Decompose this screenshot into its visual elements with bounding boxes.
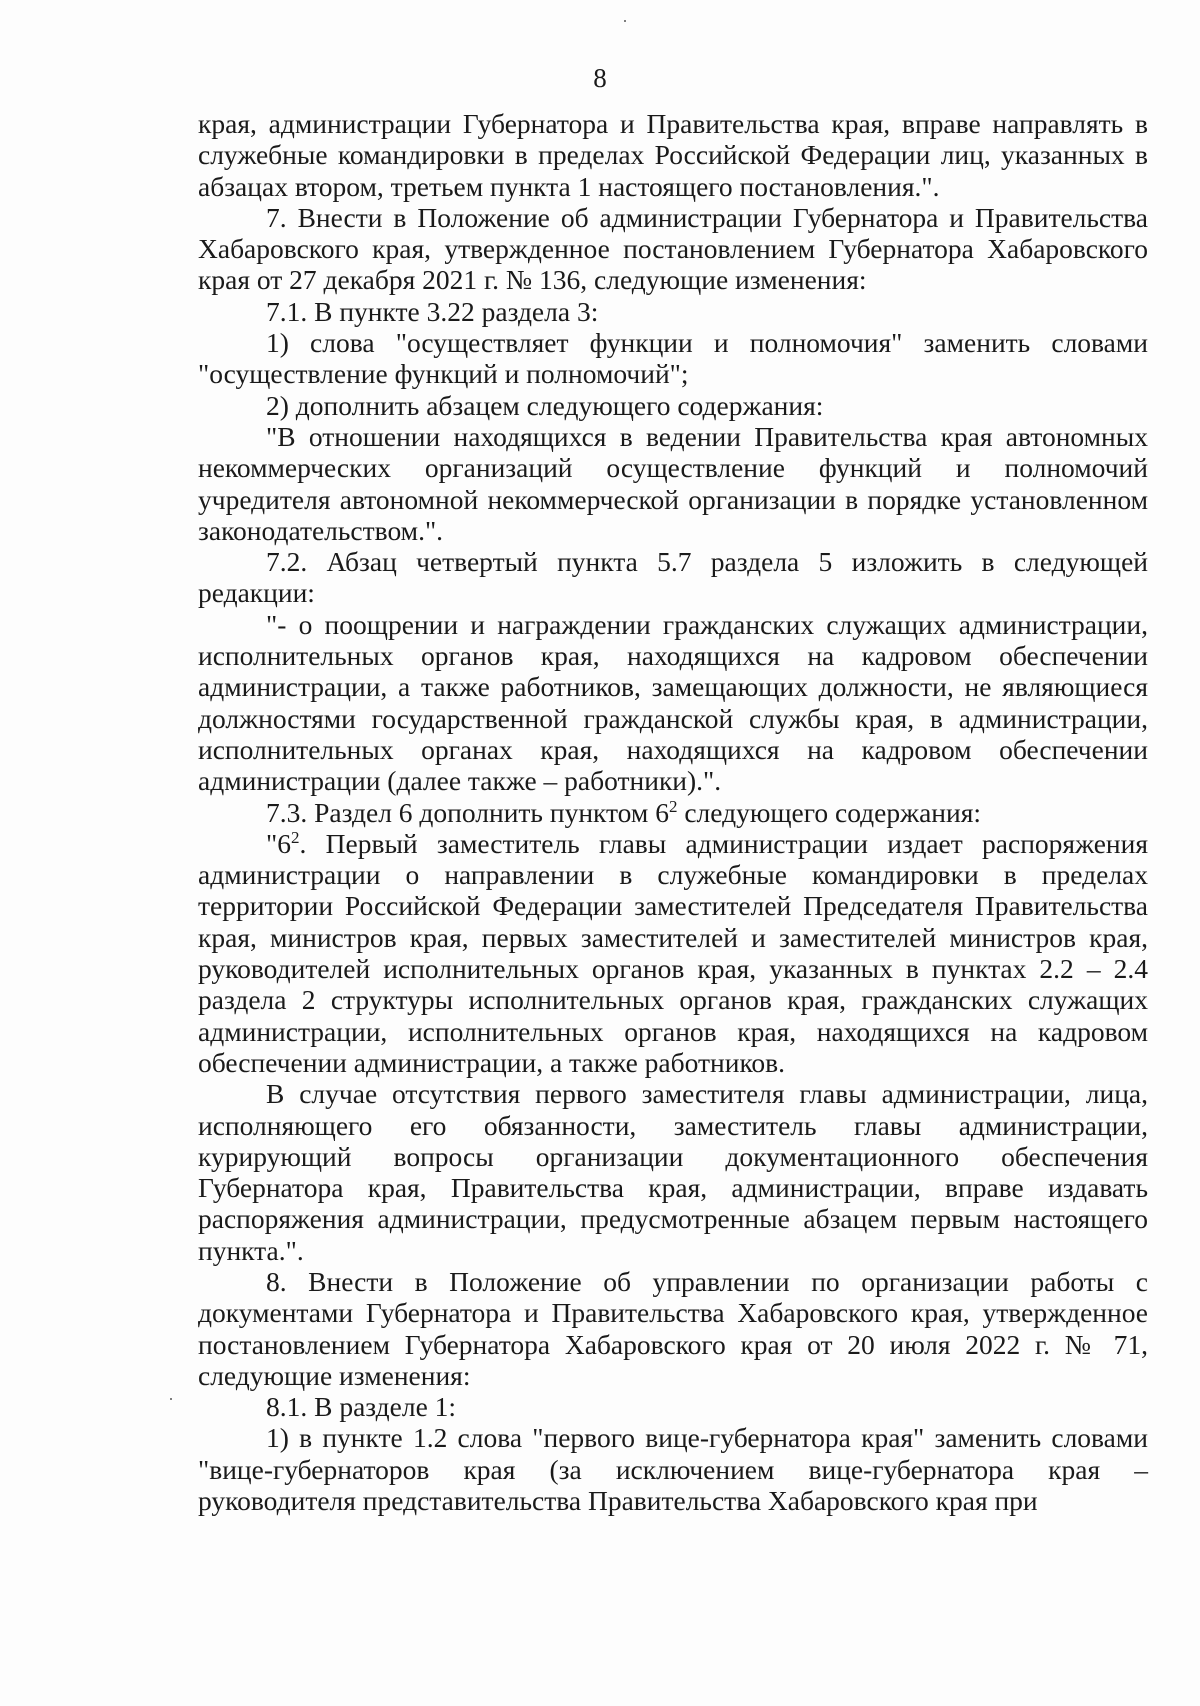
paragraph-continuation: края, администрации Губернатора и Правительства края, вправе направлять в служебные командировки в пределах Российской Федерации лиц, указанных в абзацах втором, третьем пункта 1 настоящего постановления.".	[198, 108, 1148, 202]
scan-speck	[170, 1398, 172, 1400]
paragraph-quoted-addition: "В отношении находящихся в ведении Правительства края автономных некоммерческих организаций осуществление функций и полномочий учредителя автономной некоммерческой организации в порядке установленном законодательством.".	[198, 420, 1148, 546]
text-segment: . Первый заместитель главы администрации издает распоряжения администрации о направлении в служебные командировки в пределах территории Российской Федерации заместителей Председателя Правительства края, министров края, первых заместителей и заместителей министров края, руководителей исполнительных органов края, указанных в пунктах 2.2 – 2.4 раздела 2 структуры исполнительных органов края, гражданских служащих администрации, исполнительных органов края, находящихся на кадровом обеспечении администрации, а также работников.	[198, 827, 1148, 1078]
paragraph-item-7-3	[198, 797, 1148, 828]
paragraph-subitem-1: 1) слова "осуществляет функции и полномочия" заменить словами "осуществление функций и полномочий";	[198, 327, 1148, 390]
paragraph-point-6-2	[198, 828, 1148, 1078]
paragraph-item-7-1: 7.1. В пункте 3.22 раздела 3:	[266, 295, 599, 327]
paragraph-subitem-2: 2) дополнить абзацем следующего содержания:	[266, 389, 824, 421]
paragraph-item-7: 7. Внести в Положение об администрации Губернатора и Правительства Хабаровского края, утвержденное постановлением Губернатора Хабаровского края от 27 декабря 2021 г. № 136, следующие изменения:	[198, 201, 1148, 296]
page-number: 8	[593, 63, 607, 93]
paragraph-absence-clause: В случае отсутствия первого заместителя главы администрации, лица, исполняющего его обязанности, заместитель главы администрации, курирующий вопросы организации документационного обеспечения Губернатора края, Правительства края, администрации, вправе издавать распоряжения администрации, предусмотренные абзацем первым настоящего пункта.".	[198, 1078, 1148, 1266]
paragraph-item-8-1: 8.1. В разделе 1:	[266, 1391, 457, 1423]
paragraph-item-7-2: 7.2. Абзац четвертый пункта 5.7 раздела 5 изложить в следующей редакции:	[198, 546, 1148, 609]
paragraph-subitem-1-8: 1) в пункте 1.2 слова "первого вице-губернатора края" заменить словами "вице-губернаторов края (за исключением вице-губернатора края – руководителя представительства Правительства Хабаровского края при	[198, 1422, 1148, 1517]
text-segment: следующего содержания:	[677, 796, 982, 828]
text-segment: "6	[266, 827, 291, 859]
superscript: 2	[290, 827, 300, 847]
paragraph-item-8: 8. Внести в Положение об управлении по организации работы с документами Губернатора и Правительства Хабаровского края, утвержденное постановлением Губернатора Хабаровского края от 20 июля 2022 г. № 71, следующие изменения:	[198, 1265, 1148, 1391]
document-body	[198, 108, 1148, 1516]
scan-speck	[624, 20, 626, 22]
superscript: 2	[668, 796, 678, 816]
text-segment: 7.3. Раздел 6 дополнить пунктом 6	[266, 796, 669, 828]
paragraph-quoted-wording: "- о поощрении и награждении гражданских служащих администрации, исполнительных органов края, находящихся на кадровом обеспечении администрации, а также работников, замещающих должности, не являющиеся должностями государственной гражданской службы края, в администрации, исполнительных органах края, находящихся на кадровом обеспечении администрации (далее также – работники).".	[198, 608, 1148, 797]
